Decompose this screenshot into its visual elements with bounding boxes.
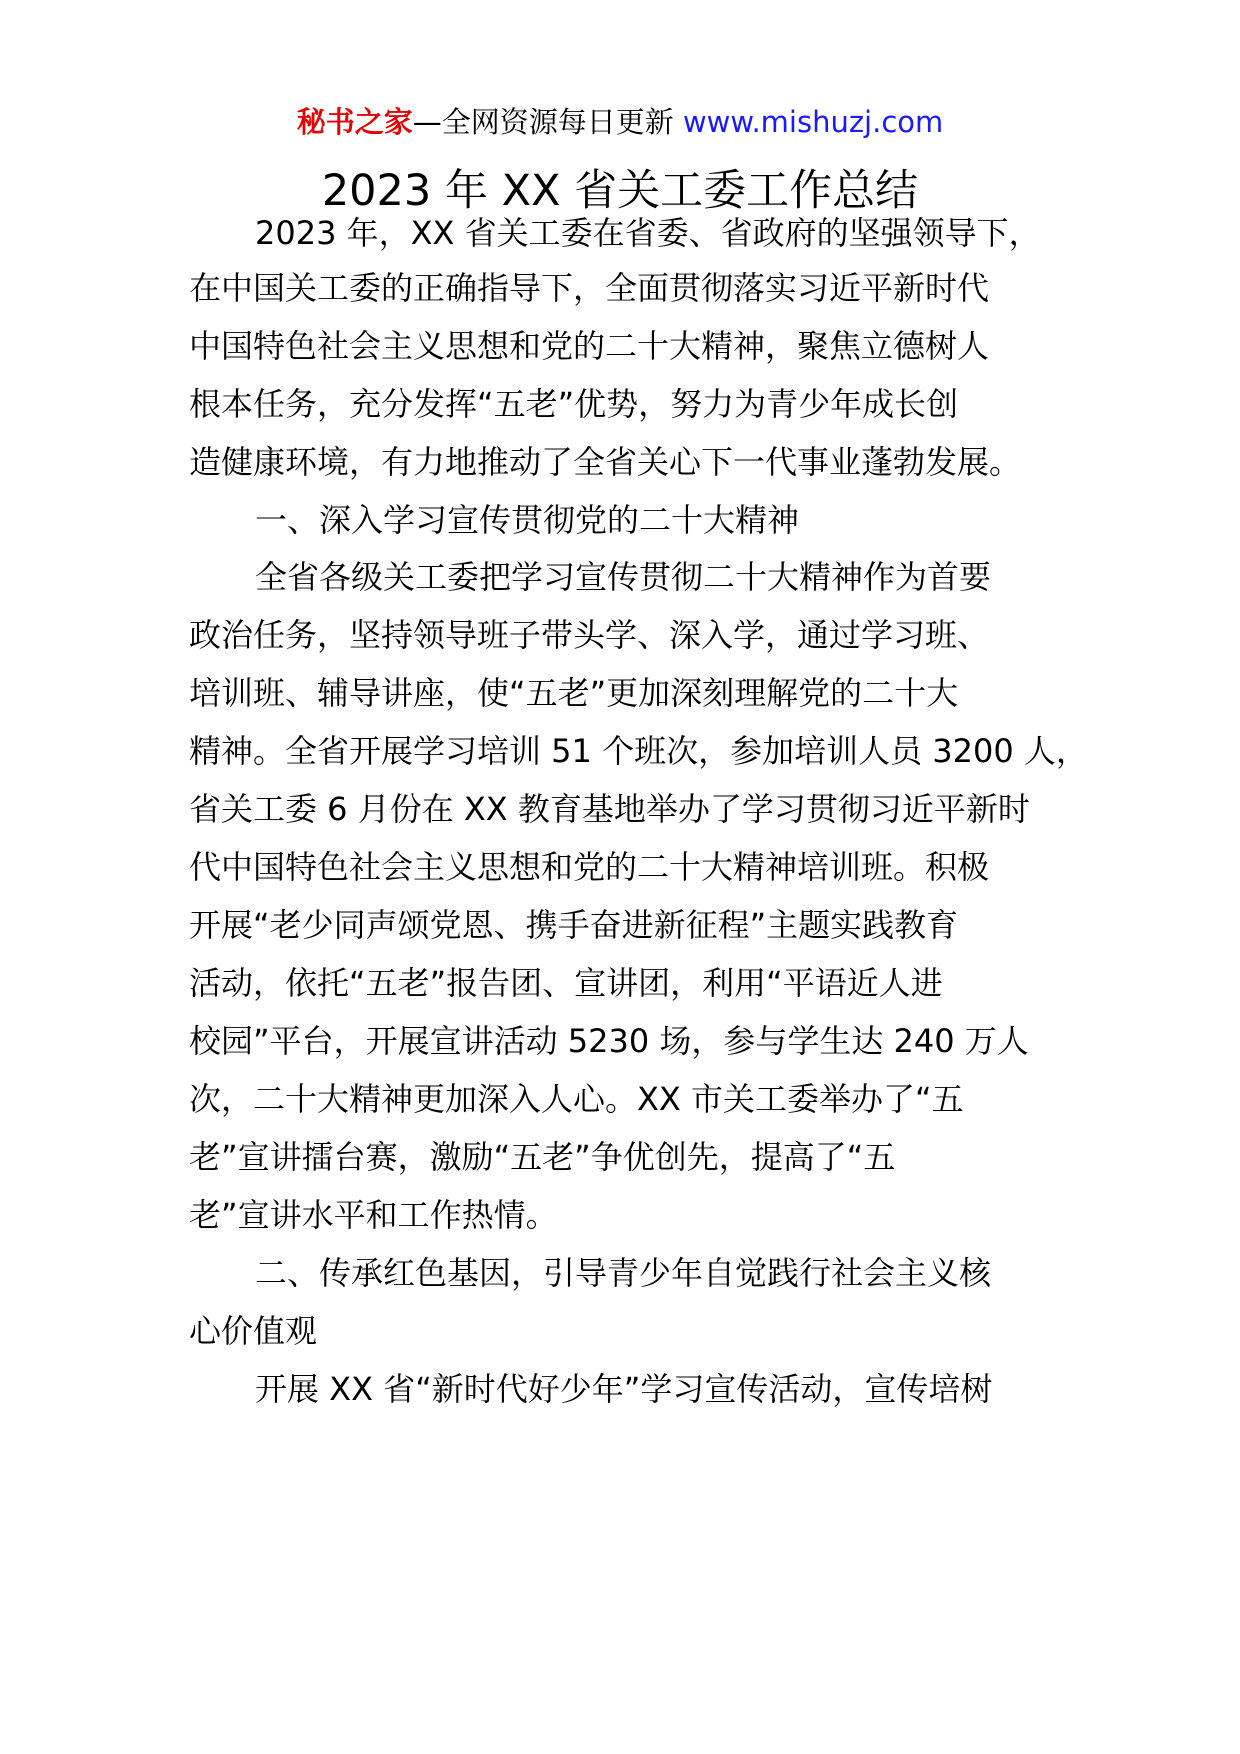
- paragraph-1-line-3: 中国特色社会主义思想和党的二十大精神，聚焦立德树人: [189, 327, 990, 365]
- paragraph-1-line-4: 根本任务，充分发挥“五老”优势，努力为青少年成长创: [189, 385, 959, 423]
- brand-name: 秘书之家: [296, 105, 413, 139]
- paragraph-2-line-8: 活动，依托“五老”报告团、宣讲团，利用“平语近人进: [189, 964, 943, 1002]
- section-heading-2-line-2: 心价值观: [189, 1312, 318, 1350]
- section-heading-2-line-1: 二、传承红色基因，引导青少年自觉践行社会主义核: [255, 1254, 992, 1292]
- header-tagline: —全网资源每日更新: [412, 105, 683, 139]
- paragraph-2-line-4: 精神。全省开展学习培训 51 个班次，参加培训人员 3200 人，: [189, 732, 1088, 770]
- paragraph-2-line-11: 老”宣讲擂台赛，激励“五老”争优创先，提高了“五: [189, 1138, 896, 1176]
- paragraph-2-line-9: 校园”平台，开展宣讲活动 5230 场，参与学生达 240 万人: [189, 1022, 1029, 1060]
- paragraph-2-line-7: 开展“老少同声颂党恩、携手奋进新征程”主题实践教育: [189, 906, 959, 944]
- website-link[interactable]: www.mishuzj.com: [682, 105, 944, 139]
- paragraph-3-line-1: 开展 XX 省“新时代好少年”学习宣传活动，宣传培树: [255, 1370, 993, 1408]
- paragraph-2-line-12: 老”宣讲水平和工作热情。: [189, 1196, 558, 1234]
- paragraph-2-line-5: 省关工委 6 月份在 XX 教育基地举办了学习贯彻习近平新时: [189, 790, 1030, 828]
- section-heading-1: 一、深入学习宣传贯彻党的二十大精神: [255, 501, 800, 539]
- document-title: 2023 年 XX 省关工委工作总结: [321, 166, 919, 216]
- paragraph-1-line-1: 2023 年，XX 省关工委在省委、省政府的坚强领导下，: [255, 214, 1041, 252]
- paragraph-2-line-2: 政治任务，坚持领导班子带头学、深入学，通过学习班、: [189, 616, 990, 654]
- header-banner: [0, 102, 1240, 142]
- paragraph-2-line-6: 代中国特色社会主义思想和党的二十大精神培训班。积极: [189, 848, 990, 886]
- paragraph-1-line-2: 在中国关工委的正确指导下，全面贯彻落实习近平新时代: [189, 269, 990, 307]
- paragraph-2-line-1: 全省各级关工委把学习宣传贯彻二十大精神作为首要: [255, 558, 992, 596]
- paragraph-2-line-3: 培训班、辅导讲座，使“五老”更加深刻理解党的二十大: [189, 674, 959, 712]
- paragraph-1-line-5: 造健康环境，有力地推动了全省关心下一代事业蓬勃发展。: [189, 443, 1022, 481]
- paragraph-2-line-10: 次，二十大精神更加深入人心。XX 市关工委举办了“五: [189, 1080, 964, 1118]
